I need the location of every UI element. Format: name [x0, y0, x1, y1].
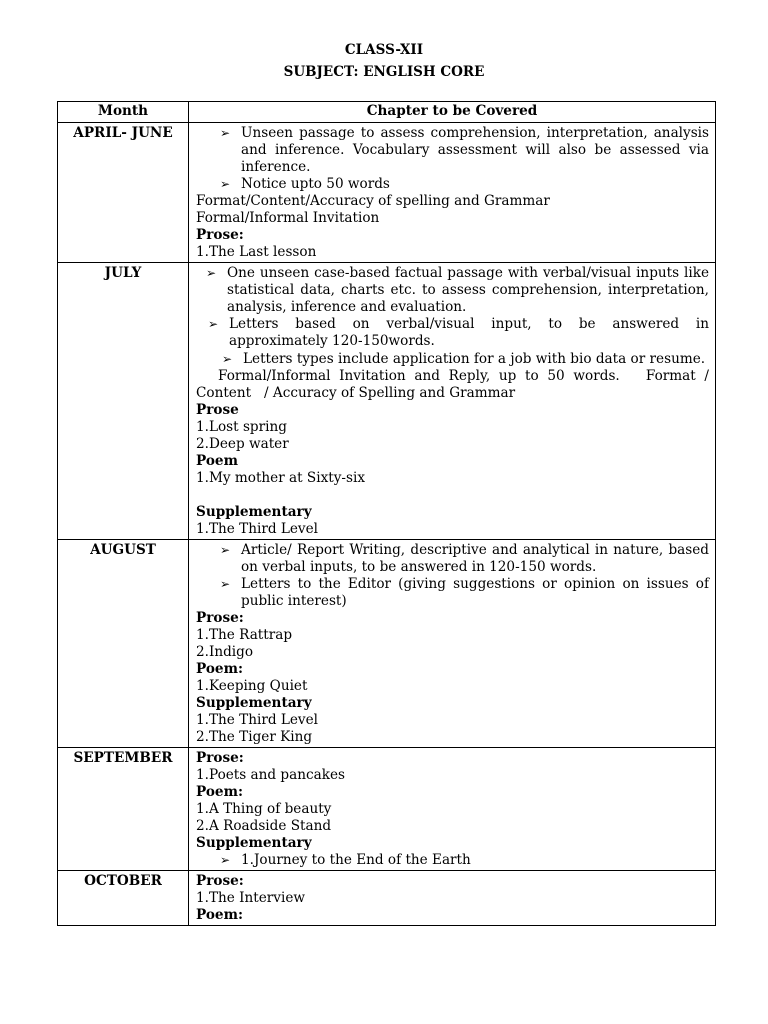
syllabus-table: [57, 101, 716, 926]
supplementary-heading: Supplementary: [196, 504, 312, 520]
table-row: [58, 123, 716, 263]
bullet-text: One unseen case-based factual passage with verbal/visual inputs like statistical data, charts etc. to assess comprehension, interpretation, analysis, inference and evaluation.: [227, 265, 709, 315]
subject-title: SUBJECT: ENGLISH CORE: [283, 64, 485, 80]
chapter-cell: [189, 871, 716, 926]
bullet-text: Letters based on verbal/visual input, to be answered in approximately 120-150words.: [229, 316, 709, 349]
poem-item: 1.Keeping Quiet: [196, 678, 308, 694]
bullet-item: [196, 176, 709, 193]
prose-heading: Prose:: [196, 610, 244, 626]
prose-item: 2.Deep water: [196, 436, 289, 452]
bullet-text: Article/ Report Writing, descriptive and analytical in nature, based on verbal inputs, to be answered in 120-150 words.: [241, 542, 709, 575]
arrow-bullet-icon: ➢: [206, 266, 217, 280]
supplementary-heading: Supplementary: [196, 835, 312, 851]
poem-item: 2.A Roadside Stand: [196, 818, 332, 834]
bullet-text: Letters to the Editor (giving suggestions or opinion on issues of public interest): [241, 576, 709, 609]
supplementary-item: 2.The Tiger King: [196, 729, 313, 745]
poem-item: 1.My mother at Sixty-six: [196, 470, 365, 486]
prose-item: 1.The Rattrap: [196, 627, 293, 643]
poem-heading: Poem:: [196, 907, 243, 923]
prose-item: 1.The Interview: [196, 890, 305, 906]
table-header-row: [58, 102, 716, 123]
text-line: Formal/Informal Invitation: [196, 210, 380, 226]
prose-heading: Prose:: [196, 750, 244, 766]
arrow-bullet-icon: ➢: [220, 853, 231, 867]
column-header-month: Month: [58, 102, 189, 123]
format-line: Formal/Informal Invitation and Reply, up to 50 words. Format / Content / Accuracy of Spelling and Grammar: [196, 368, 714, 401]
month-cell: SEPTEMBER: [58, 748, 189, 871]
spacer: [196, 487, 709, 504]
prose-heading: Prose: [196, 402, 239, 418]
prose-item: 2.Indigo: [196, 644, 254, 660]
month-cell: AUGUST: [58, 540, 189, 748]
table-row: [58, 263, 716, 540]
text-line: Format/Content/Accuracy of spelling and Grammar: [196, 193, 550, 209]
arrow-bullet-icon: ➢: [220, 577, 231, 591]
prose-heading: Prose:: [196, 873, 244, 889]
bullet-item: [196, 351, 709, 368]
bullet-text: Letters types include application for a job with bio data or resume.: [243, 351, 706, 367]
column-header-chapter: Chapter to be Covered: [189, 102, 716, 123]
bullet-text: Unseen passage to assess comprehension, interpretation, analysis and inference. Vocabulary assessment will also be assessed via inference.: [241, 125, 709, 175]
bullet-item: [196, 852, 709, 869]
supplementary-item: 1.The Third Level: [196, 521, 318, 537]
bullet-item: [196, 542, 709, 576]
bullet-text: 1.Journey to the End of the Earth: [241, 852, 471, 868]
arrow-bullet-icon: ➢: [222, 352, 233, 366]
supplementary-heading: Supplementary: [196, 695, 312, 711]
poem-heading: Poem:: [196, 784, 243, 800]
prose-item: 1.Lost spring: [196, 419, 287, 435]
chapter-cell: [189, 263, 716, 540]
bullet-item: [196, 125, 709, 176]
bullet-item: [196, 265, 709, 316]
chapter-cell: [189, 123, 716, 263]
prose-item: 1.Poets and pancakes: [196, 767, 345, 783]
arrow-bullet-icon: ➢: [220, 177, 231, 191]
table-row: [58, 871, 716, 926]
poem-heading: Poem:: [196, 661, 243, 677]
arrow-bullet-icon: ➢: [220, 543, 231, 557]
chapter-cell: [189, 748, 716, 871]
prose-item: 1.The Last lesson: [196, 244, 317, 260]
arrow-bullet-icon: ➢: [220, 126, 231, 140]
class-title: CLASS-XII: [344, 42, 424, 58]
arrow-bullet-icon: ➢: [208, 317, 219, 331]
poem-item: 1.A Thing of beauty: [196, 801, 332, 817]
month-cell: JULY: [58, 263, 189, 540]
table-row: [58, 748, 716, 871]
prose-heading: Prose:: [196, 227, 244, 243]
month-cell: APRIL- JUNE: [58, 123, 189, 263]
month-cell: OCTOBER: [58, 871, 189, 926]
chapter-cell: [189, 540, 716, 748]
bullet-item: [196, 316, 709, 350]
bullet-item: [196, 576, 709, 610]
bullet-text: Notice upto 50 words: [241, 176, 390, 192]
poem-heading: Poem: [196, 453, 238, 469]
supplementary-item: 1.The Third Level: [196, 712, 318, 728]
table-row: [58, 540, 716, 748]
